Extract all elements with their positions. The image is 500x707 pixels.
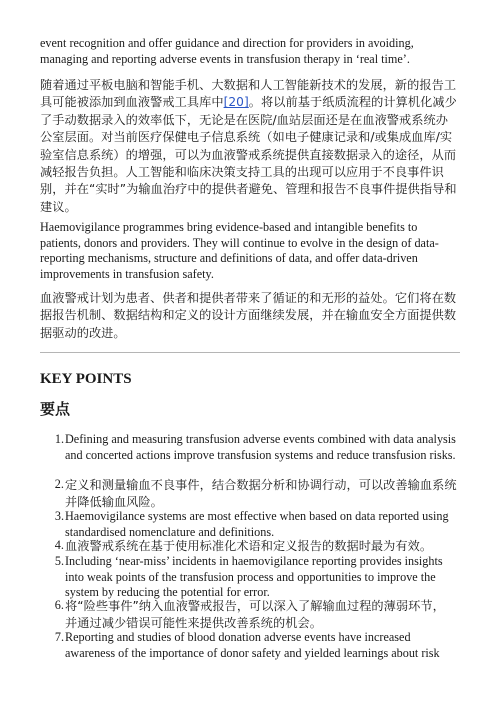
key-point-text: 将“险些事件”纳入血液警戒报告，可以深入了解输血过程的薄弱环节，并通过减少错误可能性来提供改善系统的机会。 bbox=[65, 599, 445, 631]
paragraph-top-en: event recognition and offer guidance and direction for providers in avoiding, managing and reporting adverse events in transfusion therapy in ‘real time’. bbox=[40, 36, 414, 66]
reference-link-20[interactable]: [20] bbox=[223, 95, 249, 110]
key-point-number: 4. bbox=[54, 538, 64, 552]
section-divider bbox=[40, 352, 460, 353]
key-point-number: 3. bbox=[54, 509, 64, 523]
paragraph-2-en: Haemovigilance programmes bring evidence-based and intangible benefits to patients, donors and providers. They will continue to evolve in the design of data-reporting mechanisms, structure and definitions of data, and offer data-driven improvements in transfusion safety. bbox=[40, 220, 439, 281]
key-point-text: Including ‘near-miss’ incidents in haemovigilance reporting provides insights into weak points of the transfusion process and opportunities to improve the system by reducing the potential for error. bbox=[65, 554, 443, 600]
paragraph-1-zh-part-b: 。将以前基于纸质流程的计算机化减少了手动数据录入的效率低下，无论是在医院/血站层面还是在血液警戒系统办公室层面。对当前医疗保健电子信息系统（如电子健康记录和/或集成血库/实验室信息系统）的增强，可以为血液警戒系统提供直接数据录入的途径，从而减轻报告负担。人工智能和临床决策支持工具的出现可以应用于不良事件识别，并在“实时”为输血治疗中的提供者避免、管理和报告不良事件提供指导和建议。 bbox=[40, 95, 457, 214]
paragraph-1-zh-part-a: 随着通过平板电脑和智能手机、大数据和人工智能新技术的发展，新的报告工具可能被添加到血液警戒工具库中 bbox=[40, 78, 457, 110]
key-points-heading-en: KEY POINTS bbox=[40, 371, 132, 387]
paragraph-1-zh bbox=[40, 77, 460, 216]
key-point-number: 2. bbox=[54, 477, 64, 491]
key-point-text: 定义和测量输血不良事件，结合数据分析和协调行动，可以改善输血系统并降低输血风险。 bbox=[65, 478, 457, 510]
key-point-text: 血液警戒系统在基于使用标准化术语和定义报告的数据时最为有效。 bbox=[65, 539, 433, 553]
key-point-number: 1. bbox=[54, 432, 64, 446]
key-point-text: Reporting and studies of blood donation adverse events have increased awareness of the importance of donor safety and yielded learnings about risk bbox=[65, 630, 440, 660]
paragraph-2-zh: 血液警戒计划为患者、供者和提供者带来了循证的和无形的益处。它们将在数据报告机制、数据结构和定义的设计方面继续发展，并在输血安全方面提供数据驱动的改进。 bbox=[40, 291, 457, 340]
key-points-heading-zh: 要点 bbox=[40, 400, 71, 418]
key-point-number: 6. bbox=[54, 598, 64, 612]
key-point-text: Defining and measuring transfusion adverse events combined with data analysis and concerted actions improve transfusion systems and reduce transfusion risks. bbox=[65, 432, 456, 462]
key-point-number: 5. bbox=[54, 554, 64, 568]
key-point-number: 7. bbox=[54, 630, 64, 644]
key-point-text: Haemovigilance systems are most effective when based on data reported using standardised nomenclature and definitions. bbox=[65, 509, 449, 539]
